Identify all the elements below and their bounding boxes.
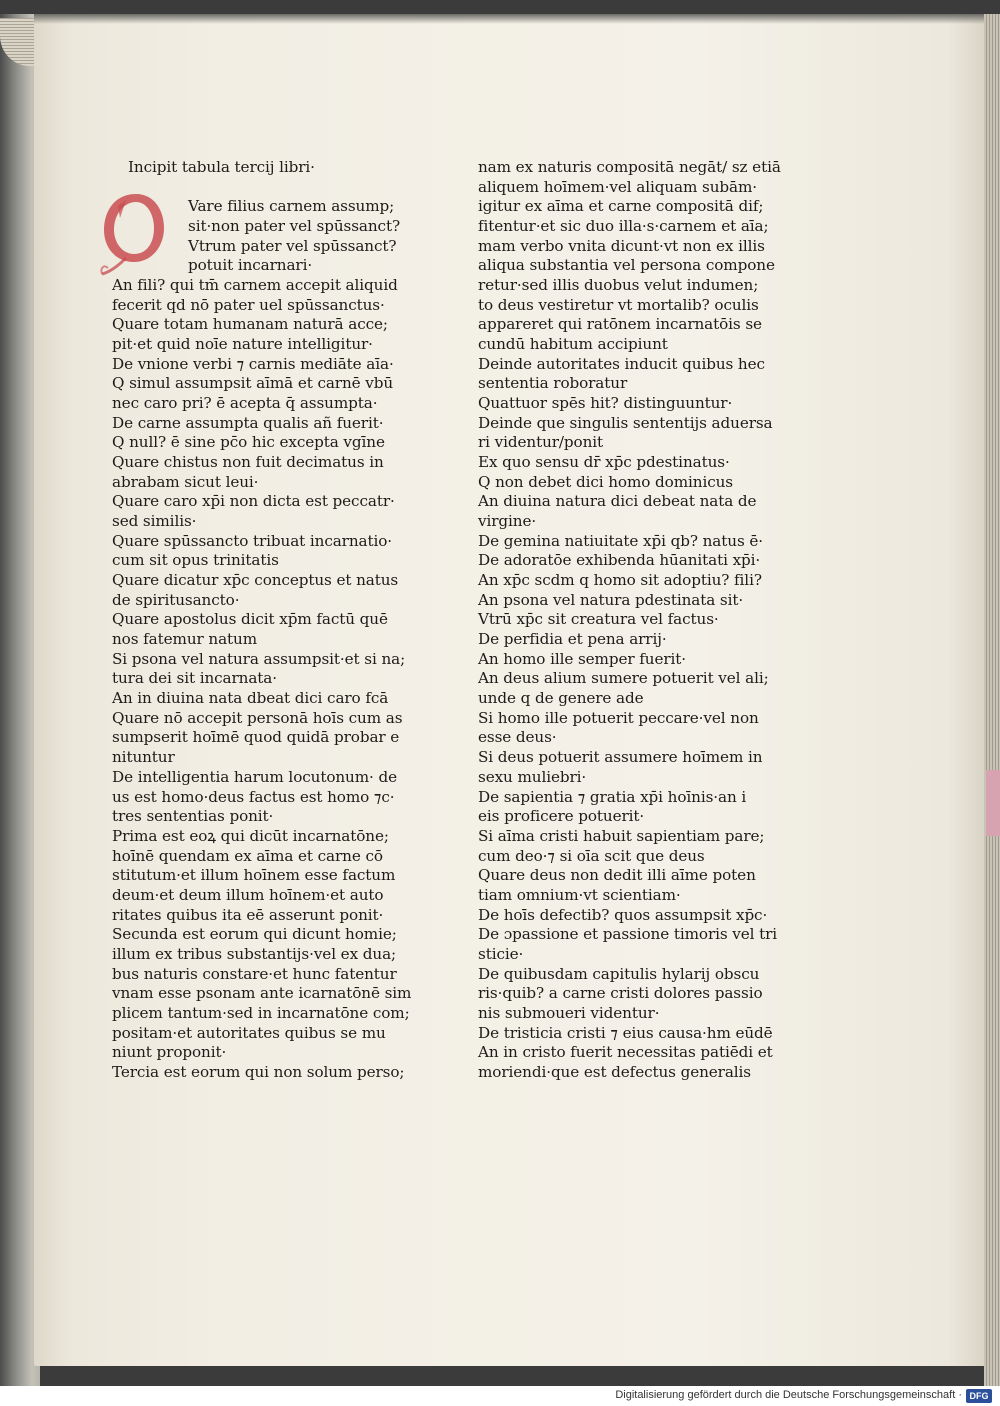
- text-line: cundū habitum accipiunt: [478, 335, 668, 354]
- incipit-heading: Incipit tabula tercij libri·: [128, 158, 315, 176]
- text-line: An psona vel natura pdestinata sit·: [478, 590, 744, 609]
- text-line: Quattuor spēs hit? distinguuntur·: [478, 394, 733, 413]
- left-text-column: [112, 158, 412, 1083]
- text-line: eis proficere potuerit·: [478, 807, 645, 826]
- text-line: Deinde autoritates inducit quibus hec: [478, 354, 765, 373]
- text-line: bus naturis constare·et hunc fatentur: [112, 964, 397, 983]
- text-line: unde q de genere ade: [478, 689, 644, 708]
- text-line: tiam omnium·vt scientiam·: [478, 885, 681, 904]
- text-line: Si deus potuerit assumere hoīmem in: [478, 748, 763, 767]
- text-line: cum deo·⁊ si oīa scit que deus: [478, 846, 705, 865]
- text-line: cum sit opus trinitatis: [112, 551, 279, 570]
- text-line: Quare dicatur xp̄c conceptus et natus: [112, 571, 399, 590]
- text-line: ri videntur/ponit: [478, 433, 604, 452]
- text-line: Si homo ille potuerit peccare·vel non: [478, 708, 759, 727]
- text-line: De hoīs defectib? quos assumpsit xp̄c·: [478, 905, 768, 924]
- text-line: aliqua substantia vel persona compone: [478, 256, 775, 275]
- text-line: Ex quo sensu dr̄ xp̄c pdestinatus·: [478, 453, 730, 472]
- text-line: Quare totam humanam naturā acce;: [112, 315, 388, 334]
- text-line: aliquem hoīmem·vel aliquam subām·: [478, 177, 757, 196]
- right-page-stack: [984, 14, 1000, 1386]
- text-line: sed similis·: [112, 512, 197, 531]
- bookmark-ribbon: [986, 770, 1000, 836]
- text-line: hoīnē quendam ex aīma et carne cō: [112, 846, 383, 865]
- text-line: appareret qui ratōnem incarnatōis se: [478, 315, 762, 334]
- text-line: Quare nō accepit personā hoīs cum as: [112, 708, 403, 727]
- funding-credit: Digitalisierung gefördert durch die Deutsche Forschungsgemeinschaft ·: [615, 1389, 962, 1401]
- text-line: De tristicia cristi ⁊ eius causa·hm eūdē: [478, 1023, 773, 1042]
- text-line: An in diuina nata dbeat dici caro fcā: [112, 689, 389, 708]
- blank-line: [112, 178, 412, 198]
- text-line: illum ex tribus substantijs·vel ex dua;: [112, 944, 397, 963]
- footer-bar: [0, 1386, 1000, 1406]
- text-line: Vtrum pater vel spūssanct?: [188, 236, 397, 255]
- text-line: Vare filius carnem assump;: [188, 197, 395, 216]
- text-line: us est homo·deus factus est homo ⁊c·: [112, 787, 395, 806]
- text-line: Q simul assumpsit aīmā et carnē vbū: [112, 374, 394, 393]
- text-line: An homo ille semper fuerit·: [478, 649, 686, 668]
- page-top-shadow: [34, 14, 986, 24]
- text-line: Deinde que singulis sententijs aduersa: [478, 413, 773, 432]
- text-line: positam·et autoritates quibus se mu: [112, 1023, 386, 1042]
- text-line: ritates quibus ita eē asserunt ponit·: [112, 905, 384, 924]
- text-line: sit·non pater vel spūssanct?: [188, 217, 400, 236]
- text-line: retur·sed illis duobus velut indumen;: [478, 276, 759, 295]
- text-line: De vnione verbi ⁊ carnis mediāte aīa·: [112, 354, 394, 373]
- text-line: pit·et quid noīe nature intelligitur·: [112, 335, 373, 354]
- text-line: Si psona vel natura assumpsit·et si na;: [112, 649, 406, 668]
- text-line: deum·et deum illum hoīnem·et auto: [112, 885, 384, 904]
- text-line: Quare apostolus dicit xp̄m factū quē: [112, 610, 388, 629]
- text-line: Quare deus non dedit illi aīme poten: [478, 866, 756, 885]
- right-text-column: [478, 158, 781, 1083]
- text-line: to deus vestiretur vt mortalib? oculis: [478, 295, 759, 314]
- text-line: sententia roboratur: [478, 374, 628, 393]
- text-line: moriendi·que est defectus generalis: [478, 1062, 752, 1081]
- text-line: sumpserit hoīmē quod quidā probar e: [112, 728, 400, 747]
- text-line: tura dei sit incarnata·: [112, 669, 277, 688]
- text-line: An in cristo fuerit necessitas patiēdi et: [478, 1043, 773, 1062]
- text-line: Tercia est eorum qui non solum perso;: [112, 1062, 405, 1081]
- text-line: nam ex naturis compositā negāt/ sz etiā: [478, 158, 781, 176]
- text-line: De intelligentia harum locutonum· de: [112, 767, 397, 786]
- text-line: plicem tantum·sed in incarnatōne com;: [112, 1003, 410, 1022]
- text-line: potuit incarnari·: [188, 256, 313, 275]
- text-line: Secunda est eorum qui dicunt homie;: [112, 925, 397, 944]
- text-line: esse deus·: [478, 728, 557, 747]
- text-line: niunt proponit·: [112, 1043, 227, 1062]
- text-line: nec caro pri? ē acepta q̄ assumpta·: [112, 394, 378, 413]
- text-line: abrabam sicut leui·: [112, 472, 259, 491]
- text-line: De perfidia et pena arrij·: [478, 630, 667, 649]
- text-line: fecerit qd nō pater uel spūssanctus·: [112, 295, 385, 314]
- text-line: Si aīma cristi habuit sapientiam pare;: [478, 826, 765, 845]
- text-line: igitur ex aīma et carne compositā dif;: [478, 197, 764, 216]
- text-line: Quare chistus non fuit decimatus in: [112, 453, 384, 472]
- text-line: De quibusdam capitulis hylarij obscu: [478, 964, 760, 983]
- text-line: vnam esse psonam ante icarnatōnē sim: [112, 984, 412, 1003]
- text-line: sticie·: [478, 944, 524, 963]
- text-line: Quare spūssancto tribuat incarnatio·: [112, 531, 393, 550]
- text-line: De gemina natiuitate xp̄i qb? natus ē·: [478, 531, 763, 550]
- text-line: stitutum·et illum hoīnem esse factum: [112, 866, 396, 885]
- dfg-logo-icon[interactable]: DFG: [966, 1389, 992, 1403]
- text-line: De carne assumpta qualis añ fuerit·: [112, 413, 384, 432]
- text-line: virgine·: [478, 512, 537, 531]
- text-line: fitentur·et sic duo illa·s·carnem et aīa;: [478, 217, 769, 236]
- text-line: De sapientia ⁊ gratia xp̄i hoīnis·an i: [478, 787, 747, 806]
- text-line: tres sententias ponit·: [112, 807, 274, 826]
- text-line: De ɔpassione et passione timoris vel tri: [478, 925, 778, 944]
- text-line: An fili? qui tm̄ carnem accepit aliquid: [112, 276, 398, 295]
- text-line: sexu muliebri·: [478, 767, 587, 786]
- text-line: de spiritusancto·: [112, 590, 240, 609]
- text-line: Q null? ē sine pc̄o hic excepta vgīne: [112, 433, 385, 452]
- text-line: ris·quib? a carne cristi dolores passio: [478, 984, 763, 1003]
- text-line: Prima est eoꝝ qui dicūt incarnatōne;: [112, 826, 389, 845]
- text-line: nituntur: [112, 748, 175, 767]
- text-line: nis submoueri videntur·: [478, 1003, 660, 1022]
- text-line: mam verbo vnita dicunt·vt non ex illis: [478, 236, 765, 255]
- text-line: An deus alium sumere potuerit vel ali;: [478, 669, 769, 688]
- text-line: De adoratōe exhibenda hūanitati xp̄i·: [478, 551, 761, 570]
- text-line: nos fatemur natum: [112, 630, 258, 649]
- text-line: Q non debet dici homo dominicus: [478, 472, 733, 491]
- text-line: An xp̄c scdm q homo sit adoptiu? fili?: [478, 571, 762, 590]
- text-line: Vtrū xp̄c sit creatura vel factus·: [478, 610, 719, 629]
- text-line: An diuina natura dici debeat nata de: [478, 492, 757, 511]
- text-line: Quare caro xp̄i non dicta est peccatr·: [112, 492, 395, 511]
